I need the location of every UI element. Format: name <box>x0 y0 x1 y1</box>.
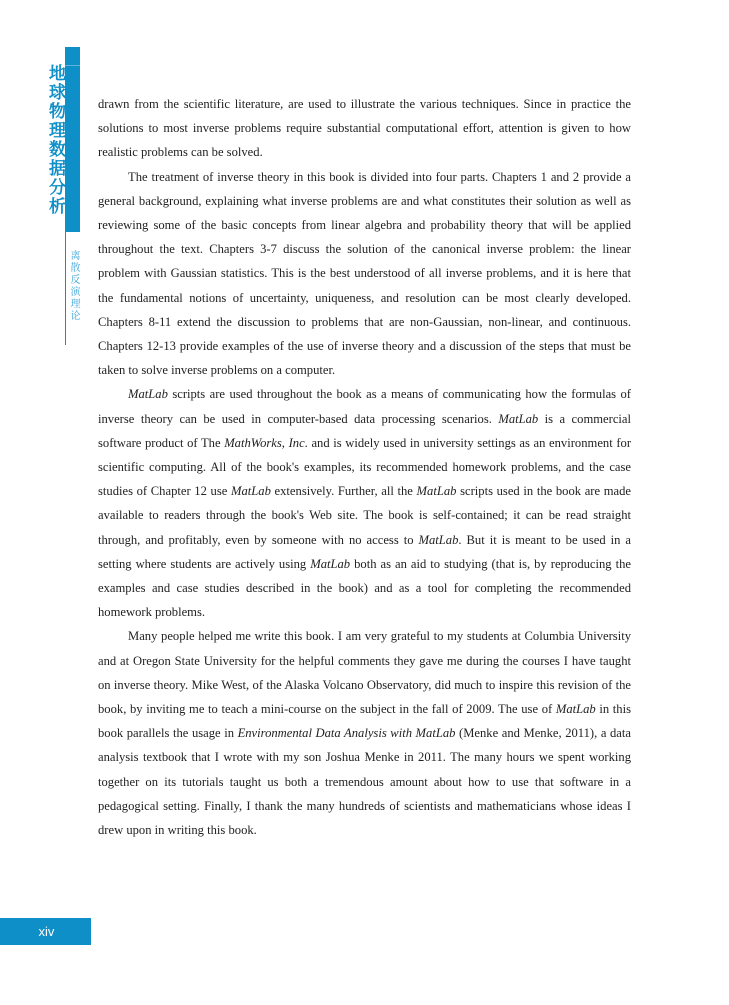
text-run: in this book parallels the usage in <box>98 702 631 741</box>
book-title: 离散反演理论 <box>68 250 79 322</box>
text-run: scripts are used throughout the book as a means of communicating how the formulas of inverse theory can be used in computer-based data processing scenarios. <box>98 387 631 426</box>
italic-term: MatLab <box>128 387 168 402</box>
page-number: xiv <box>0 918 91 945</box>
text-run: Many people helped me write this book. I am very grateful to my students at Columbia University and at Oregon State University for the helpful comments they gave me during the courses I have taught on inverse theory. Mike West, of the Alaska Volcano Observatory, did much to inspire this revision of the book, by inviting me to teach a mini-course on the subject in the fall of 2009. The use of <box>98 629 631 717</box>
italic-term: MatLab <box>555 702 596 717</box>
text-run: scripts used in the book are made available to readers through the book's Web site. The book is self-contained; it can be read straight through, and profitably, even by someone with no access to <box>98 484 631 547</box>
text-run: , <box>281 435 289 450</box>
text-run: The treatment of inverse theory in this book is divided into four parts. Chapters 1 and 2 provide a general background, explaining what inverse problems are and what constitutes their solution as well as reviewing some of the basic concepts from linear algebra and probability theory that will be applied throughout the text. Chapters 3-7 discuss the solution of the canonical inverse problem: the linear problem with Gaussian statistics. This is the best understood of all inverse problems, and it is here that the fundamental notions of uncertainty, uniqueness, and resolution can be most clearly developed. Chapters 8-11 extend the discussion to problems that are non-Gaussian, non-linear, and continuous. Chapters 12-13 provide examples of the use of inverse theory and a discussion of the steps that must be taken to solve inverse problems on a computer. <box>98 169 631 378</box>
text-run: . But it is meant to be used in a setting where students are actively using <box>98 532 631 571</box>
italic-term: Environmental Data Analysis with MatLab <box>237 726 456 741</box>
italic-term: MathWorks <box>224 435 282 450</box>
italic-term: MatLab <box>310 556 351 571</box>
italic-term: MatLab <box>418 532 459 547</box>
italic-term: Inc <box>288 435 305 450</box>
italic-term: MatLab <box>231 484 271 499</box>
paragraph <box>98 92 631 165</box>
sidebar-band-divider <box>65 65 80 66</box>
paragraph <box>98 624 631 842</box>
sidebar-rule <box>65 232 66 345</box>
text-run: is a commercial software product of The <box>98 411 632 450</box>
text-run: . and is widely used in university settings as an environment for scientific computing. All of the book's examples, its recommended homework problems, and the case studies of Chapter 12 use <box>98 435 632 499</box>
series-title: 地球物理数据分析 <box>45 64 65 216</box>
preface-body <box>98 92 631 842</box>
sidebar-band <box>65 47 80 232</box>
italic-term: MatLab <box>498 411 539 426</box>
text-run: both as an aid to studying (that is, by reproducing the examples and case studies described in the book) and as a tool for completing the recommended homework problems. <box>98 556 632 620</box>
paragraph <box>98 165 631 383</box>
italic-term: MatLab <box>416 484 457 499</box>
text-run: drawn from the scientific literature, are used to illustrate the various techniques. Since in practice the solutions to most inverse problems require substantial computational effort, attention is given to how realistic problems can be solved. <box>98 97 631 160</box>
text-run: (Menke and Menke, 2011), a data analysis textbook that I wrote with my son Joshua Menke in 2011. The many hours we spent working together on its tutorials taught us both a tremendous amount about how to use that software in a pedagogical setting. Finally, I thank the many hundreds of scientists and mathematicians whose ideas I drew upon in writing this book. <box>98 726 631 838</box>
text-run: extensively. Further, all the <box>270 484 417 499</box>
paragraph <box>98 382 631 624</box>
